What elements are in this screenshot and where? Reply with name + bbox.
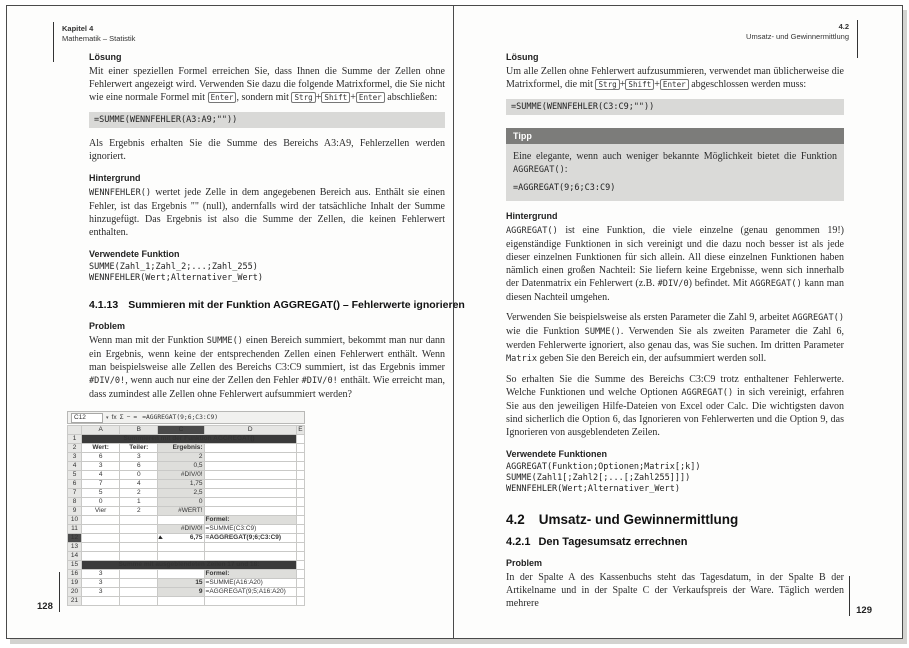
sheet-cell: 2 <box>120 507 158 516</box>
section-4-2-1-number: 4.2.1 <box>506 536 531 548</box>
text-segment: Eine elegante, wenn auch weniger bekannte Möglichkeit bietet die Funktion <box>513 151 837 162</box>
sheet-cell <box>296 507 304 516</box>
sheet-cell: 5 <box>82 489 120 498</box>
text-segment: + <box>654 79 660 90</box>
sheet-grid <box>67 425 305 606</box>
sheet-cell <box>204 471 296 480</box>
right-content-column <box>506 50 844 617</box>
inline-code: WENNFEHLER() <box>89 188 152 198</box>
sheet-cell <box>120 534 158 543</box>
sheet-cell <box>296 480 304 489</box>
column-header: A <box>82 426 120 435</box>
problem-paragraph <box>89 334 445 401</box>
tipp-box <box>506 128 844 201</box>
chapter-title: Mathematik – Statistik <box>62 34 136 43</box>
sheet-cell <box>120 588 158 597</box>
sheet-cell: 7 <box>82 480 120 489</box>
sheet-row <box>68 480 305 489</box>
left-content-column <box>70 50 465 606</box>
sheet-cell <box>158 570 204 579</box>
sheet-cell <box>158 543 204 552</box>
sheet-cell <box>296 588 304 597</box>
inline-code: #DIV/0! <box>301 376 338 386</box>
problem-paragraph-right <box>506 571 844 610</box>
row-number: 16 <box>68 570 82 579</box>
sheet-row <box>68 588 305 597</box>
hintergrund-paragraph-3 <box>506 373 844 439</box>
problem-heading-right: Problem <box>506 558 543 568</box>
hintergrund-paragraph <box>89 186 445 239</box>
sheet-cell: 6 <box>82 453 120 462</box>
text-segment: So erhalten Sie die Summe des Bereichs C3:C9 trotz enthaltener Fehlerwerte. Welche Funktionen und welche Optionen <box>506 374 844 398</box>
sheet-cell <box>204 453 296 462</box>
sheet-cell <box>204 489 296 498</box>
sheet-cell <box>120 570 158 579</box>
sheet-cell <box>120 516 158 525</box>
hintergrund-heading: Hintergrund <box>89 173 141 183</box>
row-number: 8 <box>68 498 82 507</box>
sheet-cell <box>296 444 304 453</box>
text-segment: : <box>564 164 568 175</box>
chapter-label: Kapitel 4 <box>62 24 94 33</box>
row-number: 6 <box>68 480 82 489</box>
sheet-cell <box>120 552 158 561</box>
section-title: Summieren mit der Funktion AGGREGAT() – Fehlerwerte ignorieren <box>128 299 465 311</box>
formula-code-block: =SUMME(WENNFEHLER(A3:A9;"")) <box>89 112 445 128</box>
sheet-cell <box>120 597 158 606</box>
page-number-value: 128 <box>37 601 53 612</box>
code-line: WENNFEHLER(Wert;Alternativer_Wert) <box>89 273 263 283</box>
sheet-cell <box>204 498 296 507</box>
sheet-row <box>68 507 305 516</box>
key-cap: Enter <box>208 92 237 103</box>
sheet-row <box>68 543 305 552</box>
sheet-row <box>68 552 305 561</box>
sheet-cell: Formel: <box>204 570 296 579</box>
sheet-cell <box>204 552 296 561</box>
sheet-cell <box>158 552 204 561</box>
sheet-cell <box>158 597 204 606</box>
column-header: E <box>298 426 303 433</box>
code-line: AGGREGAT(Funktion;Optionen;Matrix[;k]) <box>506 462 701 472</box>
row-number: 5 <box>68 471 82 480</box>
row-number: 20 <box>68 588 82 597</box>
sheet-row <box>68 462 305 471</box>
section-heading-4-1-13 <box>89 299 465 311</box>
sheet-cell <box>204 480 296 489</box>
sheet-cell: =AGGREGAT(9;5;A16:A20) <box>204 588 296 597</box>
inline-code: #DIV/0 <box>657 279 689 289</box>
sheet-cell: =SUMME(A16:A20) <box>204 579 296 588</box>
row-number: 9 <box>68 507 82 516</box>
sheet-cell <box>120 525 158 534</box>
section-4-2-1-title: Den Tagesumsatz errechnen <box>538 536 688 548</box>
sheet-row <box>68 534 305 543</box>
sheet-cell <box>296 498 304 507</box>
row-number: 14 <box>68 552 82 561</box>
loesung-paragraph-right <box>506 65 844 91</box>
sheet-cell: 3 <box>82 579 120 588</box>
inline-code: AGGREGAT() <box>681 388 734 398</box>
sheet-cell: Teiler: <box>120 444 158 453</box>
column-header: D <box>204 426 296 435</box>
sheet-cell: 1,75 <box>158 480 204 489</box>
section-number: 4.1.13 <box>89 299 119 311</box>
section-heading-4-2 <box>506 512 844 527</box>
text-segment: kann man diesen Nachteil umgehen. <box>506 278 844 303</box>
sheet-cell: 1 <box>120 498 158 507</box>
code-line: SUMME(Zahl_1;Zahl_2;...;Zahl_255) <box>89 262 258 272</box>
formula-bar-icon: − <box>126 414 131 421</box>
sheet-cell: 2,5 <box>158 489 204 498</box>
sheet-cell <box>120 579 158 588</box>
sheet-cell <box>204 444 296 453</box>
sheet-cell: 0 <box>158 498 204 507</box>
loesung-paragraph <box>89 65 445 104</box>
sheet-cell <box>204 507 296 516</box>
row-number: 4 <box>68 462 82 471</box>
sheet-row <box>68 498 305 507</box>
sheet-row <box>68 597 305 606</box>
section-4-2-title: Umsatz- und Gewinnermittlung <box>538 512 739 527</box>
sheet-cell: 3 <box>82 588 120 597</box>
row-number: 21 <box>68 597 82 606</box>
sheet-cell: #DIV/0! <box>158 471 204 480</box>
sheet-cell: Ergebnis: <box>158 444 204 453</box>
text-segment: Verwenden Sie beispielsweise als ersten Parameter die Zahl 9, arbeitet <box>506 312 793 323</box>
row-number: 12 <box>68 534 82 543</box>
inline-code: AGGREGAT() <box>750 279 802 289</box>
key-cap: Enter <box>356 92 385 103</box>
sheet-cell <box>296 534 304 543</box>
text-segment: abgeschlossen werden muss: <box>688 79 807 90</box>
text-segment: Um alle Zellen ohne Fehlerwert aufzusummieren, verwendet man üblicherweise die Matrixformel, die mit <box>506 66 844 90</box>
page-number-rule <box>59 572 61 612</box>
verwendete-funktionen-heading: Verwendete Funktionen <box>506 449 608 459</box>
text-segment: geben Sie den Bereich ein, der aufsummiert werden soll. <box>537 353 767 364</box>
sheet-cell <box>82 552 120 561</box>
dropdown-icon: ▾ <box>106 414 109 421</box>
page-left <box>7 6 465 638</box>
text-segment: , wenn auch nur eine der Zellen den Fehler <box>125 375 302 386</box>
sheet-cell <box>82 543 120 552</box>
inline-code: SUMME() <box>206 336 243 346</box>
sheet-cell: Wert: <box>82 444 120 453</box>
sheet-cell: 0 <box>120 471 158 480</box>
text-segment: . Verwenden Sie als zweiten Parameter die Zahl 6, werden Fehlerwerte ignoriert, also genau das, was Sie suchen. Im dritten Parameter <box>506 326 844 351</box>
spreadsheet-screenshot <box>67 411 307 606</box>
sheet-cell <box>82 597 120 606</box>
inline-code: #DIV/0! <box>89 376 126 386</box>
sheet-row <box>68 471 305 480</box>
sheet-cell <box>158 516 204 525</box>
sheet-cell: 2 <box>120 489 158 498</box>
sheet-cell: #WERT! <box>158 507 204 516</box>
sheet-banner: Summieren mit der Funktion AGGREGAT() <box>82 435 297 444</box>
text-segment: + <box>350 92 356 103</box>
text-segment: + <box>619 79 626 90</box>
text-segment: ) befindet. Mit <box>688 278 751 289</box>
row-number: 10 <box>68 516 82 525</box>
row-number: 2 <box>68 444 82 453</box>
sheet-cell: 9 <box>158 588 204 597</box>
tipp-paragraph <box>513 150 837 177</box>
row-number: 7 <box>68 489 82 498</box>
key-cap: Strg <box>291 92 315 103</box>
formula-bar-icon: = <box>133 414 138 421</box>
sheet-cell <box>296 471 304 480</box>
sheet-cell <box>204 597 296 606</box>
page-number-rule <box>849 576 851 616</box>
sheet-cell <box>296 435 304 444</box>
sheet-row <box>68 453 305 462</box>
row-number: 15 <box>68 561 82 570</box>
sheet-cell: Formel: <box>204 516 296 525</box>
row-number: 3 <box>68 453 82 462</box>
result-paragraph: Als Ergebnis erhalten Sie die Summe des Bereichs A3:A9, Fehlerzellen werden ignoriert. <box>89 138 445 162</box>
inline-code: AGGREGAT() <box>513 165 565 175</box>
cell-reference-box: C12 <box>71 413 103 423</box>
sheet-row <box>68 579 305 588</box>
sheet-row <box>68 561 305 570</box>
sheet-cell: 0,5 <box>158 462 204 471</box>
sheet-cell: 3 <box>82 462 120 471</box>
sheet-cell <box>296 597 304 606</box>
text-segment: wertet jede Zelle in dem angegebenen Bereich aus. Enthält sie einen Fehler, ist das Ergebnis "" (null), andernfalls wird der tatsächliche Inhalt der Summe hinzugefügt. Das Ergebnis ist also die Summe der Zellen, die keinen Fehlerwert enthalten. <box>89 187 445 238</box>
sheet-cell <box>296 561 304 570</box>
loesung-heading: Lösung <box>89 52 122 62</box>
sheet-cell <box>296 462 304 471</box>
sheet-cell <box>82 516 120 525</box>
page-right <box>455 6 902 638</box>
verwendete-funktion-heading: Verwendete Funktion <box>89 249 180 259</box>
sheet-cell: 4 <box>120 480 158 489</box>
text-segment: in sich vereinigt, erfahren Sie aus den jeweiligen Hilfe-Dateien von Excel oder Calc. Die wichtigsten davon sind sicherlich die Option 6, das Ignorieren von Fehlerwerten und die Option 9, das Ignorieren von ausgeblendeten Zeilen. <box>506 387 844 438</box>
sheet-cell <box>296 489 304 498</box>
section-title-label: Umsatz- und Gewinnermittlung <box>746 32 849 41</box>
sheet-row <box>68 435 305 444</box>
section-heading-4-2-1 <box>506 536 844 548</box>
section-number-label: 4.2 <box>838 22 849 31</box>
function-signatures <box>89 262 445 284</box>
row-number: 19 <box>68 579 82 588</box>
sheet-cell <box>296 516 304 525</box>
text-segment: In der Spalte A des Kassenbuchs steht das Tagesdatum, in der Spalte B der Artikelname und in der Spalte C der Verkaufspreis der Ware. Täglich werden mehrere <box>506 572 844 609</box>
sheet-cell: 3 <box>82 570 120 579</box>
sheet-row <box>68 570 305 579</box>
sheet-row <box>68 489 305 498</box>
book-spread <box>6 5 903 639</box>
key-cap: Enter <box>660 79 689 90</box>
sheet-row <box>68 516 305 525</box>
sheet-cell <box>82 525 120 534</box>
page-gutter-divider <box>453 6 454 638</box>
sheet-cell <box>296 525 304 534</box>
sheet-cell <box>82 534 120 543</box>
text-segment: ist eine Funktion, die viele einzelne (genau genommen 19!) eigenständige Funktionen in sich vereinigt und die dazu noch besser ist als jede dieser einzelnen Funktionen für sich allein. All diese einzelnen Funktionen haben nämlich einen großen Nachteil: Sie liefern keine Ergebnisse, wenn sich innerhalb der Datenmatrix ein Fehlerwert (z.B. <box>506 225 844 289</box>
text-segment: Wenn man mit der Funktion <box>89 335 207 346</box>
code-line: WENNFEHLER(Wert;Alternativer_Wert) <box>506 484 680 494</box>
sheet-cell <box>204 543 296 552</box>
inline-code: Matrix <box>506 354 538 364</box>
text-segment: einen Bereich summiert, bekommt man nur dann ein Ergebnis, wenn keine der entsprechenden Zellen einen Fehlerwert enthält. Wenn man beispielsweise alle Zellen des Bereichs C3:C9 summiert, ist das Ergebnis immer <box>89 335 446 373</box>
loesung-heading-right: Lösung <box>506 52 539 62</box>
tipp-box-header: Tipp <box>506 128 844 144</box>
sheet-cell: #DIV/0! <box>158 525 204 534</box>
key-cap: Strg <box>595 79 619 90</box>
tipp-box-body <box>506 144 844 201</box>
sheet-cell: 0 <box>82 498 120 507</box>
formula-bar <box>67 411 305 424</box>
sheet-cell: Vier <box>82 507 120 516</box>
selected-cell: 6,75 <box>158 534 204 543</box>
row-number: 11 <box>68 525 82 534</box>
sheet-row <box>68 444 305 453</box>
hintergrund-heading-right: Hintergrund <box>506 211 558 221</box>
page-number-left <box>37 572 60 612</box>
function-signatures-right <box>506 462 844 495</box>
key-cap: Shift <box>625 79 654 90</box>
formula-bar-icon: fx <box>111 414 117 421</box>
text-segment: abschließen: <box>384 92 438 103</box>
text-segment: , sondern mit <box>236 92 292 103</box>
sheet-cell <box>296 570 304 579</box>
formula-bar-icon: Σ <box>119 414 124 421</box>
formula-code-block-right: =SUMME(WENNFEHLER(C3:C9;"")) <box>506 99 844 115</box>
sheet-cell: 4 <box>82 471 120 480</box>
sheet-row <box>68 525 305 534</box>
formula-text: =AGGREGAT(9;6;C3:C9) <box>142 414 219 421</box>
sheet-cell: 3 <box>120 453 158 462</box>
key-cap: Shift <box>321 92 350 103</box>
text-segment: enthält. Wie erreicht man, dass zumindest alle Zellen ohne Fehlerwert aufsummiert werden? <box>89 375 445 400</box>
sheet-cell: =SUMME(C3:C9) <box>204 525 296 534</box>
sheet-cell <box>296 579 304 588</box>
page-number-right <box>849 576 872 616</box>
sheet-cell: 6 <box>120 462 158 471</box>
sheet-banner: Summe mit ausgeblendeten Zeilen 17 und 18: <box>82 561 297 570</box>
sheet-cell: =AGGREGAT(9;6;C3:C9) <box>204 534 296 543</box>
section-4-2-number: 4.2 <box>506 512 525 527</box>
sheet-corner <box>68 426 82 435</box>
sheet-cell <box>296 453 304 462</box>
inline-code: SUMME() <box>584 327 621 337</box>
column-header: C <box>158 426 204 435</box>
column-header: B <box>120 426 158 435</box>
sheet-cell <box>204 462 296 471</box>
text-segment: + <box>315 92 322 103</box>
inline-code: AGGREGAT() <box>506 226 558 236</box>
page-number-value: 129 <box>856 605 872 616</box>
tipp-code: =AGGREGAT(9;6;C3:C9) <box>513 183 616 193</box>
text-segment: wie die Funktion <box>506 326 585 337</box>
sheet-cell <box>296 543 304 552</box>
row-number: 13 <box>68 543 82 552</box>
hintergrund-paragraph-1 <box>506 224 844 304</box>
text-segment: Mit einer speziellen Formel erreichen Sie, dass Ihnen die Summe der Zellen ohne Fehlerwert angezeigt wird. Verwenden Sie dazu die folgende Matrixformel, die Sie nicht wie eine normale Formel mit <box>89 66 445 103</box>
problem-heading: Problem <box>89 321 126 331</box>
sheet-cell <box>296 552 304 561</box>
sheet-cell: 15 <box>158 579 204 588</box>
sheet-header-row <box>68 426 305 435</box>
sheet-cell <box>120 543 158 552</box>
hintergrund-paragraph-2 <box>506 311 844 366</box>
inline-code: AGGREGAT() <box>792 313 844 323</box>
code-line: SUMME(Zahl1[;Zahl2[;...[;Zahl255]]]) <box>506 473 691 483</box>
sheet-cell: 2 <box>158 453 204 462</box>
row-number: 1 <box>68 435 82 444</box>
